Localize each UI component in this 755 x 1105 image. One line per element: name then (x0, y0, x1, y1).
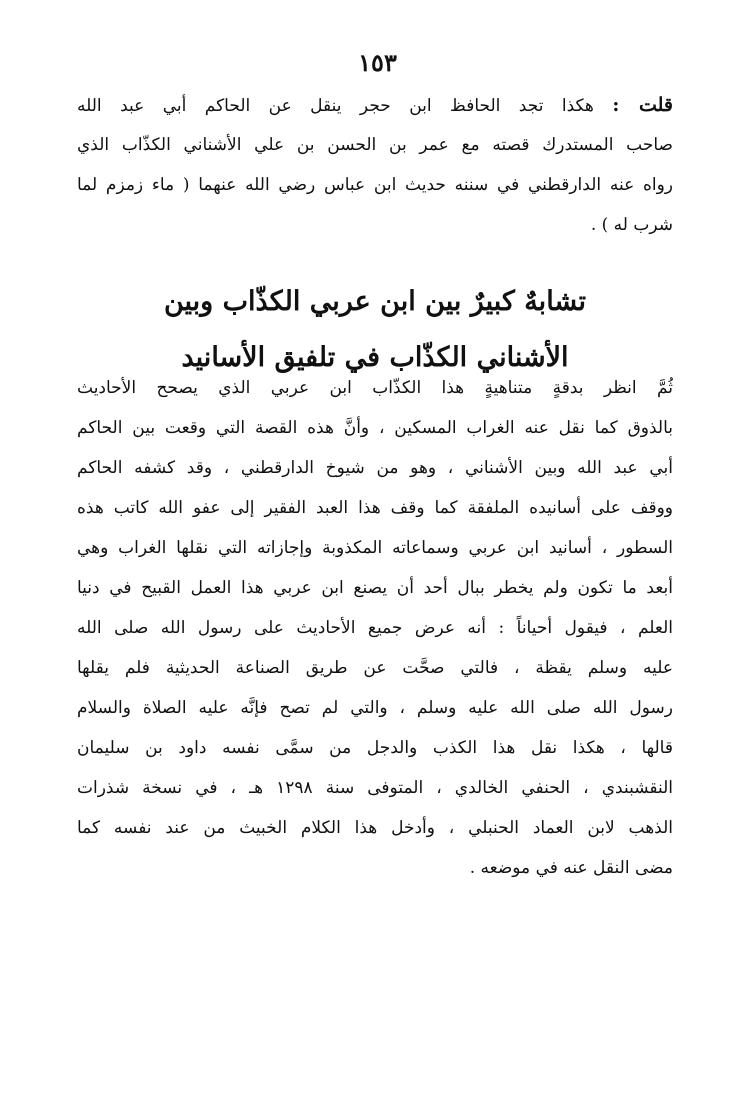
body-line: أبعد ما تكون ولم يخطر ببال أحد أن يصنع ابن عربي هذا العمل القبيح في دنيا (77, 578, 673, 598)
intro-line-4: شرب له ) . (590, 215, 673, 235)
body-line: قالها ، هكذا نقل هذا الكذب والدجل من سمَّى نفسه داود بن سليمان (77, 738, 673, 758)
body-line: ووقف على أسانيده الملفقة كما وقف هذا العبد الفقير إلى عفو الله كاتب هذه (77, 498, 673, 518)
body-line: العلم ، فيقول أحياناً : أنه عرض جميع الأحاديث على رسول الله صلى الله (77, 618, 673, 638)
body-line: السطور ، أسانيد ابن عربي وسماعاته المكذوبة وإجازاته التي نقلها الغراب وهي (77, 538, 673, 558)
intro-line-1-text: هكذا تجد الحافظ ابن حجر ينقل عن الحاكم أبي عبد الله (77, 96, 594, 116)
body-line: الذهب لابن العماد الحنبلي ، وأدخل هذا الكلام الخبيث من عند نفسه كما (77, 818, 673, 838)
intro-paragraph (77, 85, 673, 245)
body-paragraph (77, 368, 673, 888)
heading-line-2: الأشناني الكذّاب في تلفيق الأسانيد (181, 342, 569, 373)
intro-line-1 (77, 85, 673, 125)
body-line: بالذوق كما نقل عنه الغراب المسكين ، وأنَّ هذه القصة التي وقعت بين الحاكم (77, 418, 673, 438)
intro-lead-word: قلت : (612, 94, 673, 116)
body-line: أبي عبد الله وبين الأشناني ، وهو من شيوخ الدارقطني ، وقد كشفه الحاكم (77, 458, 673, 478)
body-line: مضى النقل عنه في موضعه . (469, 858, 673, 878)
intro-line-2: صاحب المستدرك قصته مع عمر بن الحسن بن علي الأشناني الكذّاب الذي (77, 135, 673, 155)
page-number: ١٥٣ (358, 48, 397, 77)
body-line: ثُمَّ انظر بدقةٍ متناهيةٍ هذا الكذّاب ابن عربي الذي يصحح الأحاديث (77, 378, 673, 398)
heading-line-1: تشابهٌ كبيرٌ بين ابن عربي الكذّاب وبين (163, 286, 587, 317)
body-line: رسول الله صلى الله عليه وسلم ، والتي لم تصح فإنَّه عليه الصلاة والسلام (77, 698, 673, 718)
body-line: عليه وسلم يقظة ، فالتي صحَّت عن طريق الصناعة الحديثية فلم يقلها (77, 658, 673, 678)
body-line: النقشبندي ، الحنفي الخالدي ، المتوفى سنة ١٢٩٨ هـ ، في نسخة شذرات (77, 778, 673, 798)
intro-line-3: رواه عنه الدارقطني في سننه حديث ابن عباس رضي الله عنهما ( ماء زمزم لما (77, 175, 673, 195)
